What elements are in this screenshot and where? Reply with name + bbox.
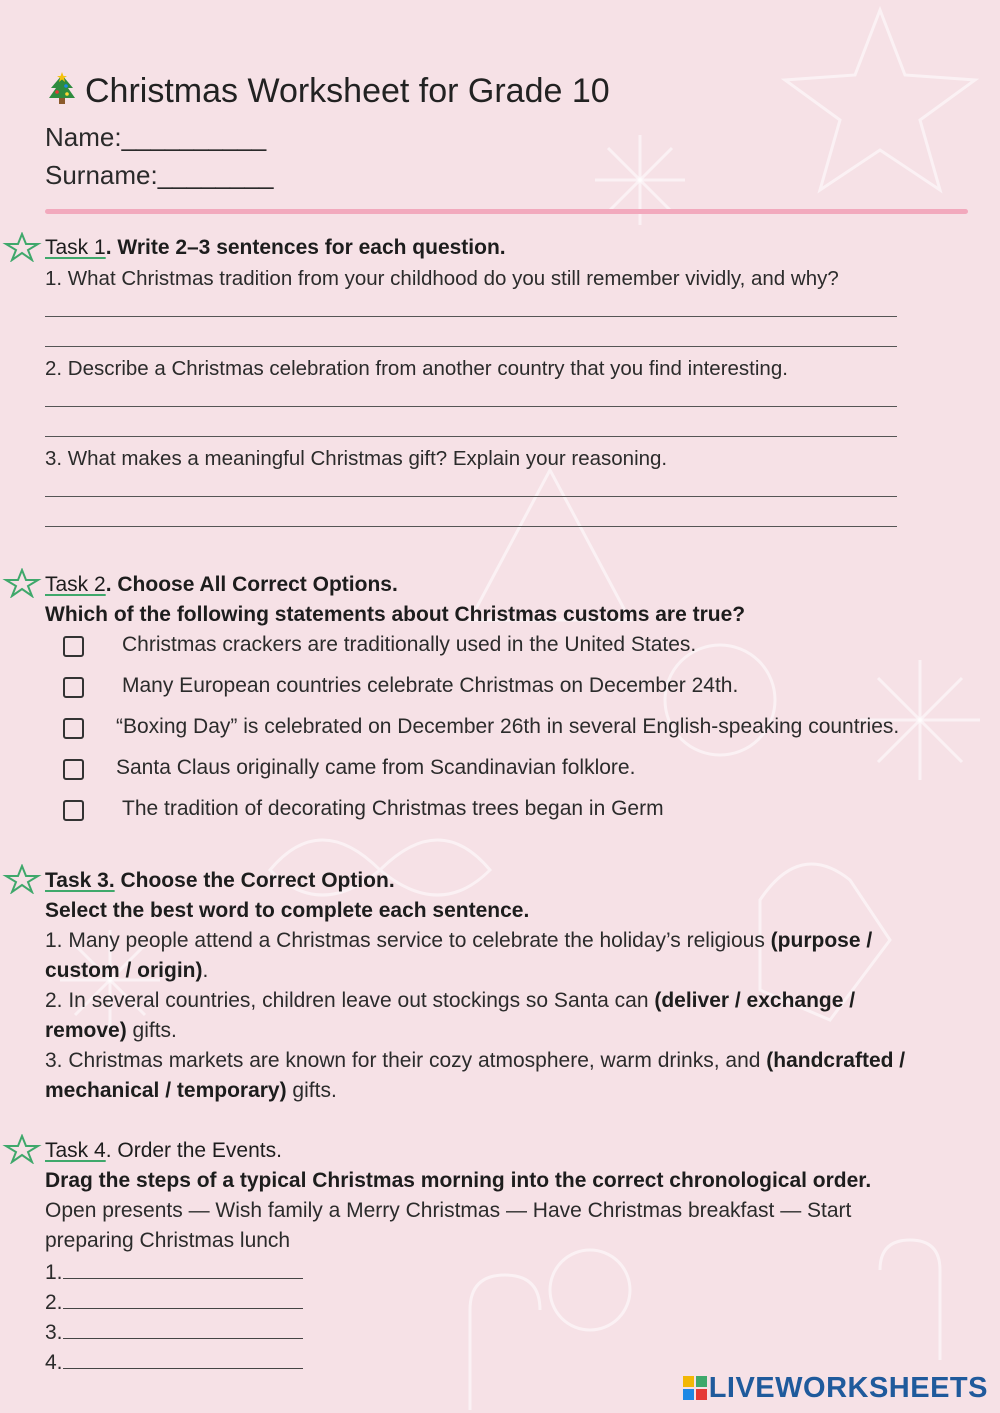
task2-option-2: Many European countries celebrate Christmas on December 24th. (122, 674, 739, 697)
task1-heading (45, 236, 506, 260)
sentence-text: 1. Many people attend a Christmas service to celebrate the holiday’s religious (45, 929, 771, 952)
task4-events[interactable] (45, 1196, 851, 1256)
task2-option-4: Santa Claus originally came from Scandinavian folklore. (116, 756, 636, 779)
option-checkbox[interactable] (63, 718, 84, 739)
slot-label: 4. (45, 1351, 63, 1374)
sentence-text: . (202, 959, 209, 982)
slot-label: 3. (45, 1321, 63, 1344)
task4-number: Task 4 (45, 1139, 106, 1162)
choice-options[interactable]: mechanical / temporary) (45, 1079, 287, 1102)
answer-line[interactable] (45, 436, 897, 437)
star-marker-icon (2, 232, 42, 262)
task2-option-1: Christmas crackers are traditionally used in the United States. (122, 633, 697, 656)
task1-instruction: . Write 2–3 sentences for each question. (105, 236, 506, 259)
answer-blank[interactable] (63, 1290, 303, 1309)
bauble-icon (550, 1250, 630, 1330)
sentence-text: gifts. (126, 1019, 177, 1042)
answer-line[interactable] (45, 346, 897, 347)
task3-number: Task 3. (45, 869, 115, 892)
choice-options[interactable]: (deliver / exchange / (654, 989, 856, 1012)
task1-question-1: 1. What Christmas tradition from your childhood do you still remember vividly, and why? (45, 267, 839, 290)
option-checkbox[interactable] (63, 759, 84, 780)
choice-options[interactable]: custom / origin) (45, 959, 203, 982)
task3-sentence-1 (45, 926, 872, 986)
task2-instruction: . Choose All Correct Options. (105, 573, 398, 596)
choice-options[interactable]: (handcrafted / (766, 1049, 906, 1072)
task3-heading (45, 869, 395, 893)
answer-blank[interactable] (63, 1260, 303, 1279)
task4-heading (45, 1139, 282, 1163)
answer-blank[interactable] (63, 1320, 303, 1339)
answer-line[interactable] (45, 496, 897, 497)
slot-label: 2. (45, 1291, 63, 1314)
option-checkbox[interactable] (63, 677, 84, 698)
liveworksheets-logo (683, 1372, 988, 1405)
star-marker-icon (2, 568, 42, 598)
task3-sentence-2 (45, 986, 855, 1046)
header-divider (45, 209, 968, 214)
task3-instruction: Choose the Correct Option. (114, 869, 395, 892)
star-ornament-icon (785, 10, 975, 190)
answer-blank[interactable] (63, 1350, 303, 1369)
tree-silhouette-icon (470, 470, 630, 620)
task1-number: Task 1 (45, 236, 106, 259)
task1-question-3: 3. What makes a meaningful Christmas gift? Explain your reasoning. (45, 447, 668, 470)
choice-options[interactable]: remove) (45, 1019, 127, 1042)
candy-cane-icon (470, 1275, 540, 1410)
sentence-text: gifts. (286, 1079, 337, 1102)
star-marker-icon (2, 1134, 42, 1164)
answer-line[interactable] (45, 316, 897, 317)
order-answer-slot-1[interactable] (45, 1260, 303, 1285)
christmas-tree-icon (45, 72, 79, 106)
task3-sentence-3 (45, 1046, 905, 1106)
task2-number: Task 2 (45, 573, 106, 596)
slot-label: 1. (45, 1261, 63, 1284)
task2-question: Which of the following statements about Christmas customs are true? (45, 603, 746, 626)
sentence-text: 3. Christmas markets are known for their cozy atmosphere, warm drinks, and (45, 1049, 767, 1072)
star-marker-icon (2, 864, 42, 894)
task2-heading (45, 573, 398, 597)
order-answer-slot-4[interactable] (45, 1350, 303, 1375)
title-text: Christmas Worksheet for Grade 10 (85, 72, 610, 110)
task1-question-2: 2. Describe a Christmas celebration from another country that you find interesting. (45, 357, 788, 380)
order-answer-slot-2[interactable] (45, 1290, 303, 1315)
task2-option-5: The tradition of decorating Christmas trees began in Germ (122, 797, 664, 820)
brand-text: LIVEWORKSHEETS (708, 1372, 988, 1404)
option-checkbox[interactable] (63, 636, 84, 657)
choice-options[interactable]: (purpose / (770, 929, 873, 952)
liveworksheets-grid-icon (683, 1376, 707, 1400)
surname-field-label[interactable]: Surname:________ (45, 160, 274, 190)
sentence-text: 2. In several countries, children leave out stockings so Santa can (45, 989, 655, 1012)
candy-cane-icon (880, 1240, 940, 1360)
answer-line[interactable] (45, 526, 897, 527)
task2-option-3: “Boxing Day” is celebrated on December 26th in several English-speaking countries. (116, 715, 900, 738)
answer-line[interactable] (45, 406, 897, 407)
option-checkbox[interactable] (63, 800, 84, 821)
task3-subtitle: Select the best word to complete each sentence. (45, 899, 530, 922)
name-field-label[interactable]: Name:__________ (45, 122, 267, 152)
task4-subtitle: Drag the steps of a typical Christmas morning into the correct chronological order. (45, 1169, 872, 1192)
events-line-1[interactable]: Open presents — Wish family a Merry Christmas — Have Christmas breakfast — Start (45, 1199, 852, 1222)
order-answer-slot-3[interactable] (45, 1320, 303, 1345)
events-line-2[interactable]: preparing Christmas lunch (45, 1229, 291, 1252)
worksheet-title (45, 72, 610, 111)
task4-instruction: . Order the Events. (105, 1139, 282, 1162)
